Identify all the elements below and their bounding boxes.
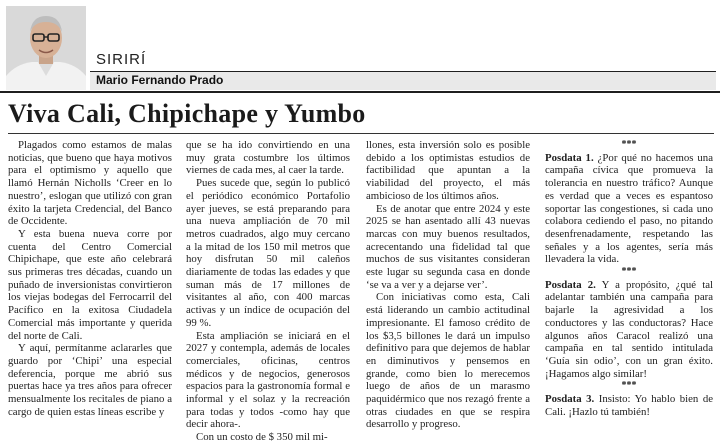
section-name: SIRIRÍ [96,51,147,68]
paragraph: Plagados como estamos de malas noticias, que bueno que haya motivos para el optimismo y aquello que llamó Hernán Nicholls ‘Creer en lo nuestro’, eslogan que utilizó con gran éxito la tarjeta Credencial, del Banco de Occidente. [8,139,172,228]
postscript-label: Posdata 3. [545,393,595,406]
text-column-1 [8,139,172,418]
paragraph: Con un costo de $ 350 mil mi- [196,431,328,444]
author-name: Mario Fernando Prado [96,73,224,87]
postscript-label: Posdata 2. [545,278,596,291]
paragraph: Con iniciativas como esta, Cali está liderando un cambio actitudinal impresionante. El famoso crédito de los $3,5 billones le dará un impulso definitivo para que dejemos de hablar en diminutivos y pensemos en grande, como bien lo merecemos luego de años de un marasmo paquidérmico que nos rezagó frente a otras ciudades en que se respira desarrollo y progreso. [366,291,530,431]
paragraph: Esta ampliación se iniciará en el 2027 y contempla, además de locales comerciales, oficinas, centros médicos y de negocios, generosos espacios para la gastronomía formal e informal y el solaz y la recreación para todas y todos -como hay que decir ahora-. [186,329,350,431]
article-title: Viva Cali, Chipichape y Yumbo [8,99,366,128]
paragraph: Y aquí, permítanme aclararles que guardo por ‘Chipi’ una especial deferencia, porque me abrió sus puertas hace ya tres años para ofrecer mensualmente los recitales de piano a cargo de quien estas líneas escribe y [8,342,172,418]
separator: *** [621,266,637,278]
separator: *** [621,380,637,392]
postscript-text: ¿Por qué no hacemos una campaña cívica que promueva la tolerancia en nuestro tráfico? Aunque es verdad que a veces es espantoso soportar las congestiones, si cada uno colabora cediendo el paso, no pitando desenfrenadamente, respetando las señales y a los agentes, sería más llevadera la vida. [545,151,714,266]
column-header [0,0,720,92]
postscript-2 [545,279,713,381]
text-column-3 [366,139,530,431]
postscript-text: Insisto: Yo hablo bien de Cali. ¡Hazlo tú también! [545,393,714,418]
paragraph: Es de anotar que entre 2024 y este 2025 se han asentado allí 43 nuevas marcas con muy buenos resultados, acrecentando una fidelidad tal que muchos de sus visitantes consideran este lugar su segunda casa en donde ‘se va a ver y a dejarse ver’. [366,202,530,291]
paragraph: Y esta buena nueva corre por cuenta del Centro Comercial Chipichape, que este año celebrará sus primeras tres décadas, cuando un puñado de inversionistas convirtieron los viejas bodegas del Ferrocarril del Pacífico en la exitosa Ciudadela Comercial más importante y querida del norte de Cali. [8,227,172,342]
paragraph: que se ha ido convirtiendo en una muy grata costumbre los últimos viernes de cada mes, al caer la tarde. [186,139,350,177]
postscript-3 [545,393,713,418]
title-divider [8,133,714,134]
paragraph: Pues sucede que, según lo publicó el periódico económico Portafolio ayer jueves, se está preparando para una nueva ampliación de 70 mil metros cuadrados, algo muy cercano a la mitad de los 150 mil metros que hoy disfrutan 50 mil caleños diariamente de todas las edades y que suman más de 17 millones de visitantes al año, con 400 marcas activas y un índice de ocupación del 99 %. [186,177,350,329]
paragraph: llones, esta inversión solo es posible debido a los optimistas estudios de factibilidad que apuntan a la viabilidad del proyecto, el más ambicioso de los últimos años. [366,139,530,202]
author-photo [6,6,86,90]
header-divider [0,91,720,93]
postscript-text: Y a propósito, ¿qué tal adelantar también una campaña para bajarle la agresividad a los conductores y las conductoras? Hace algunos años Caracol realizó una campaña en tal sentido intitulada ‘Guía sin odio’, con un gran éxito. ¡Hagamos algo similar! [545,278,714,380]
postscript-1 [545,152,713,266]
postscript-label: Posdata 1. [545,151,594,164]
separator: *** [621,139,637,150]
text-column-2 [186,139,350,444]
postscript-column [545,139,714,418]
